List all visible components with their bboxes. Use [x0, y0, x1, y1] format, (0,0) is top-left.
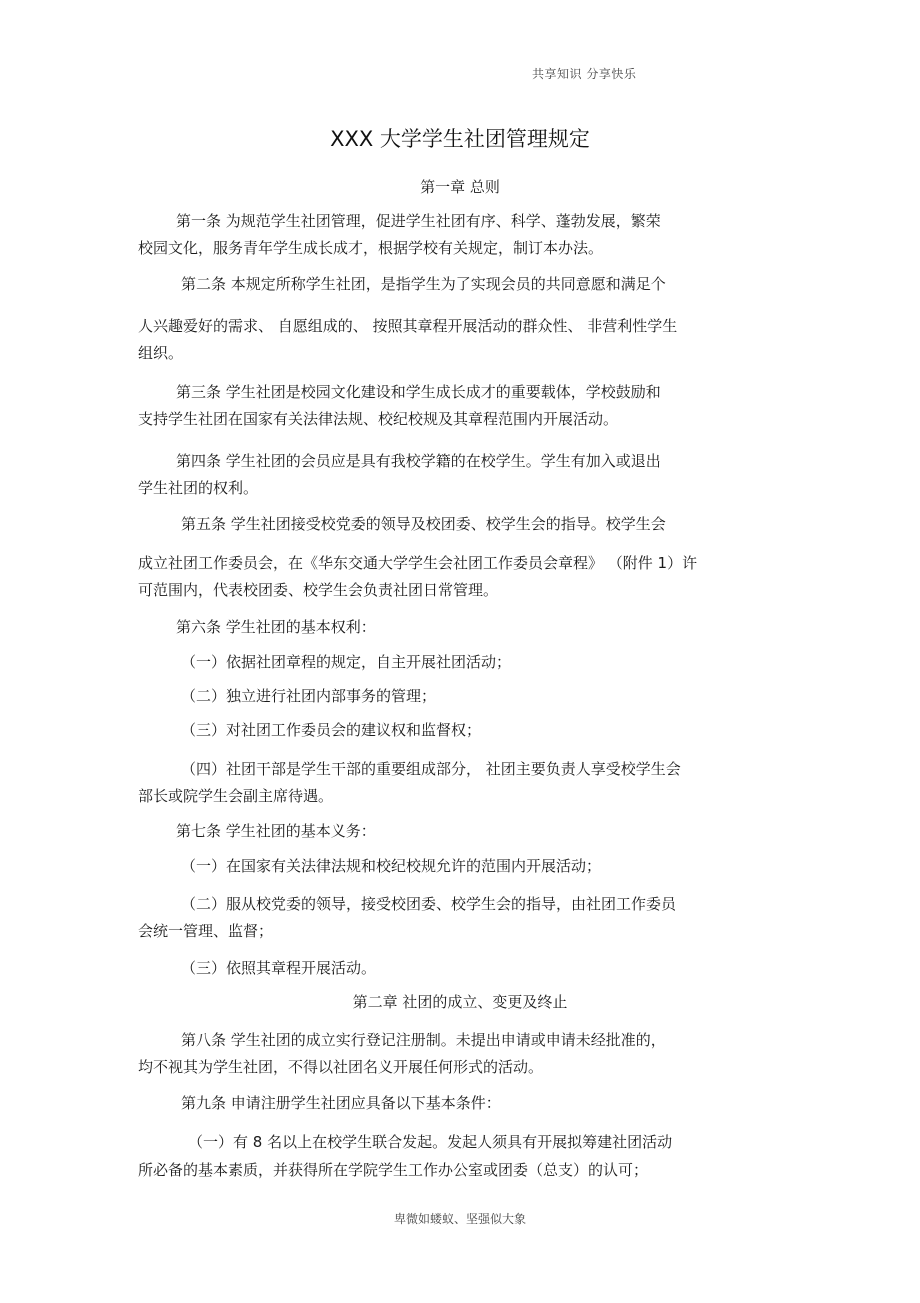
article-7-item-2-line-2: 会统一管理、监督；	[138, 922, 274, 940]
article-2-line-2: 人兴趣爱好的需求、 自愿组成的、 按照其章程开展活动的群众性、 非营利性学生	[138, 317, 678, 335]
article-1-line-2: 校园文化，服务青年学生成长成才，根据学校有关规定，制订本办法。	[138, 239, 604, 257]
article-7-heading: 第七条 学生社团的基本义务：	[176, 822, 376, 840]
article-5-line-3: 可范围内，代表校团委、校学生会负责社团日常管理。	[138, 581, 499, 599]
article-6-item-4-line-1: （四）社团干部是学生干部的重要组成部分， 社团主要负责人享受校学生会	[181, 760, 681, 778]
article-2-line-1: 第二条 本规定所称学生社团，是指学生为了实现会员的共同意愿和满足个	[181, 275, 666, 293]
article-9-heading: 第九条 申请注册学生社团应具备以下基本条件：	[181, 1094, 501, 1112]
article-2-line-3: 组织。	[138, 344, 184, 362]
article-7-item-1: （一）在国家有关法律法规和校纪校规允许的范围内开展活动；	[181, 857, 602, 875]
article-9-item-1-line-2: 所必备的基本素质，并获得所在学院学生工作办公室或团委（总支）的认可；	[138, 1161, 649, 1179]
article-9-item-1-line-1: （一）有 8 名以上在校学生联合发起。发起人须具有开展拟筹建社团活动	[188, 1133, 673, 1151]
article-6-heading: 第六条 学生社团的基本权利：	[176, 618, 376, 636]
article-5-line-2: 成立社团工作委员会，在《华东交通大学学生会社团工作委员会章程》 （附件 1）许	[138, 554, 698, 572]
article-3-line-1: 第三条 学生社团是校园文化建设和学生成长成才的重要载体，学校鼓励和	[176, 383, 661, 401]
article-4-line-2: 学生社团的权利。	[138, 479, 259, 497]
article-1-line-1: 第一条 为规范学生社团管理，促进学生社团有序、科学、蓬勃发展，繁荣	[176, 212, 661, 230]
article-7-item-2-line-1: （二）服从校党委的领导，接受校团委、校学生会的指导，由社团工作委员	[181, 895, 677, 913]
chapter-heading-2: 第二章 社团的成立、变更及终止	[352, 993, 568, 1011]
article-8-line-2: 均不视其为学生社团，不得以社团名义开展任何形式的活动。	[138, 1058, 544, 1076]
article-6-item-1: （一）依据社团章程的规定，自主开展社团活动；	[181, 653, 512, 671]
chapter-heading-1: 第一章 总则	[420, 178, 500, 196]
article-8-line-1: 第八条 学生社团的成立实行登记注册制。未提出申请或申请未经批准的，	[181, 1031, 666, 1049]
document-title: XXX 大学学生社团管理规定	[330, 127, 590, 151]
page-header: 共享知识 分享快乐	[532, 67, 637, 81]
page-footer: 卑微如蝼蚁、坚强似大象	[393, 1212, 526, 1226]
article-7-item-3: （三）依照其章程开展活动。	[181, 959, 377, 977]
article-4-line-1: 第四条 学生社团的会员应是具有我校学籍的在校学生。学生有加入或退出	[176, 452, 661, 470]
article-5-line-1: 第五条 学生社团接受校党委的领导及校团委、校学生会的指导。校学生会	[181, 515, 666, 533]
article-6-item-3: （三）对社团工作委员会的建议权和监督权；	[181, 721, 482, 739]
article-6-item-4-line-2: 部长或院学生会副主席待遇。	[138, 787, 334, 805]
article-6-item-2: （二）独立进行社团内部事务的管理；	[181, 687, 437, 705]
article-3-line-2: 支持学生社团在国家有关法律法规、校纪校规及其章程范围内开展活动。	[138, 410, 619, 428]
